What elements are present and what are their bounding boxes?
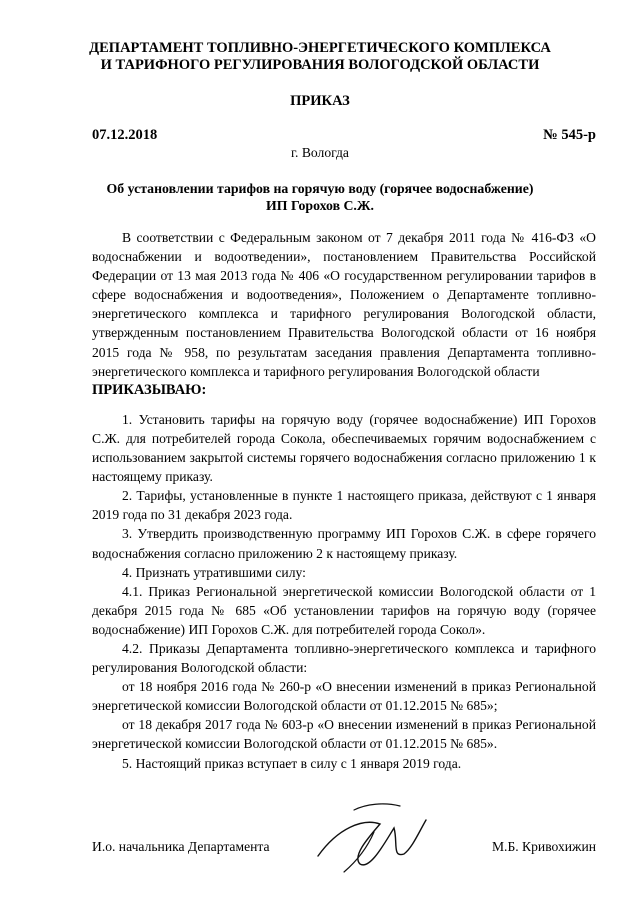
order-item-3: 3. Утвердить производственную программу ИП Горохов С.Ж. в сфере горячего водоснабжения согласно приложению 2 к настоящему приказу. (92, 526, 596, 561)
order-item-4: 4. Признать утратившими силу: (122, 564, 306, 580)
order-item-4-2: 4.2. Приказы Департамента топливно-энергетического комплекса и тарифного регулирования Вологодской области: (92, 640, 596, 676)
order-word: ПРИКАЗЫВАЮ: (92, 381, 207, 398)
signatory-position: И.о. начальника Департамента (92, 839, 270, 854)
department-name-line2: И ТАРИФНОГО РЕГУЛИРОВАНИЯ ВОЛОГОДСКОЙ ОБЛАСТИ (100, 57, 540, 73)
order-item-4-1: 4.1. Приказ Региональной энергетической комиссии Вологодской области от 1 декабря 2015 года № 685 «Об установлении тарифов на горячую воду (горячее водоснабжение) ИП Горохов С.Ж. для потребителей города Сокол». (92, 583, 596, 637)
document-type: ПРИКАЗ (290, 93, 350, 109)
document-subject-line1: Об установлении тарифов на горячую воду (горячее водоснабжение) (106, 181, 534, 196)
order-item-2: 2. Тарифы, установленные в пункте 1 настоящего приказа, действуют с 1 января 2019 года по 31 декабря 2023 года. (92, 488, 596, 523)
signatory-name: М.Б. Кривохижин (491, 839, 596, 854)
department-name-line1: ДЕПАРТАМЕНТ ТОПЛИВНО-ЭНЕРГЕТИЧЕСКОГО КОМПЛЕКСА (89, 40, 551, 56)
document-body (92, 228, 596, 773)
order-item-4-2-b: от 18 декабря 2017 года № 603-р «О внесении изменений в приказ Региональной энергетической комиссии Вологодской области от 01.12.2015 № 685». (92, 717, 596, 752)
order-item-5: 5. Настоящий приказ вступает в силу с 1 января 2019 года. (122, 755, 462, 771)
order-item-1: 1. Установить тарифы на горячую воду (горячее водоснабжение) ИП Горохов С.Ж. для потребителей города Сокола, обеспечиваемых горячим водоснабжением с использованием закрытой системы горячего водоснабжения согласно приложению 1 к настоящему приказу. (92, 411, 596, 485)
document-city: г. Вологда (291, 145, 349, 160)
signature-block (92, 837, 596, 856)
document-subject-line2: ИП Горохов С.Ж. (266, 198, 374, 213)
document-number: № 545-р (543, 127, 596, 143)
order-item-4-2-a: от 18 ноября 2016 года № 260-р «О внесении изменений в приказ Региональной энергетической комиссии Вологодской области от 01.12.2015 № 685»; (92, 679, 596, 714)
document-date: 07.12.2018 (92, 127, 158, 143)
preamble-paragraph: В соответствии с Федеральным законом от 7 декабря 2011 года № 416-ФЗ «О водоснабжении и водоотведении», постановлением Правительства Российской Федерации от 13 мая 2013 года № 406 «О государственном регулировании тарифов в сфере водоснабжения и водоотведения», Положением о Департаменте топливно-энергетического комплекса и тарифного регулирования Вологодской области, утвержденным постановлением Правительства Вологодской области от 16 ноября 2015 года № 958, по результатам заседания правления Департамента топливно-энергетического комплекса и тарифного регулирования Вологодской области (92, 230, 596, 379)
